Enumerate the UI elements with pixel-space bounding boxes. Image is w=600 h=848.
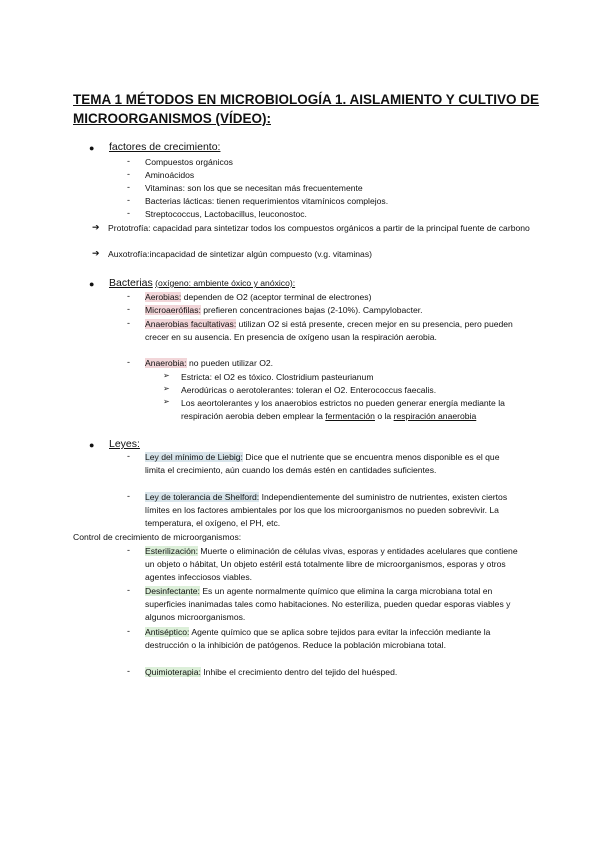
page-title: TEMA 1 MÉTODOS EN MICROBIOLOGÍA 1. AISLAMIENTO Y CULTIVO DE MICROORGANISMOS (VÍDEO): [73,92,540,126]
list-item [145,451,520,477]
list-item: Streptococcus, Lactobacillus, leuconostoc. [145,209,307,219]
dash-icon: - [127,451,130,461]
term-label: Esterilización: [145,546,199,556]
bacterias-heading-line [109,277,295,290]
bullet-icon: ● [89,440,95,450]
arrow-right-icon: ➔ [92,248,100,258]
arrowhead-icon: ➢ [163,384,170,393]
respiracion-link: respiración anaerobia [393,410,477,421]
bacterias-heading-note: (oxígeno: ambiente óxico y anóxico): [155,278,296,288]
arrow-right-icon: ➔ [92,222,100,232]
dash-icon: - [127,666,130,676]
dash-icon: - [127,169,130,179]
sub-text: o la [374,410,394,421]
term-label: Antiséptico: [145,627,190,637]
dash-icon: - [127,318,130,328]
bullet-icon: ● [89,143,95,153]
dash-icon: - [127,156,130,166]
term-text: no pueden utilizar O2. [186,358,274,368]
list-item [145,585,530,624]
term-label: Aerobias: [145,292,182,302]
dash-icon: - [127,626,130,636]
term-text: Muerte o eliminación de células vivas, esporas y entidades acelulares que contiene un objeto o hábitat, Un objeto estéril está totalmente libre de microorganismos, esporas y otros agentes infecciosos viables. [145,546,518,582]
dash-icon: - [127,291,130,301]
term-label: Ley del mínimo de Liebig: [145,452,243,462]
dash-icon: - [127,208,130,218]
dash-icon: - [127,357,130,367]
term-label: Microaerófilas: [145,305,201,315]
bacterias-heading: Bacterias [109,277,153,289]
list-item: Prototrofía: capacidad para sintetizar todos los compuestos orgánicos a partir de la principal fuente de carbono [108,223,530,233]
sub-text: Los aeortolerantes y los anaerobios estrictos no pueden generar energía mediante la respiración aerobia deben emplear la [181,398,505,421]
sub-item: Aerodúricas o aerotolerantes: toleran el O2. Enterococcus faecalis. [181,385,437,395]
dash-icon: - [127,182,130,192]
list-item: Compuestos orgánicos [145,157,233,167]
term-text: utilizan O2 si está presente, crecen mejor en su presencia, pero pueden crecer en su ausencia. En presencia de oxígeno usan la respiración aerobia. [145,319,513,342]
list-item: Bacterias lácticas: tienen requerimientos vitamínicos complejos. [145,196,389,206]
list-item: Auxotrofía:incapacidad de sintetizar algún compuesto (v.g. vitaminas) [108,249,372,259]
dash-icon: - [127,195,130,205]
dash-icon: - [127,491,130,501]
sub-item: Estricta: el O2 es tóxico. Clostridium pasteurianum [181,372,374,382]
term-text: Es un agente normalmente químico que elimina la carga microbiana total en superficies inanimadas tales como habitaciones. No esteriliza, pueden quedar esporas viables y algunos microorganismos. [145,586,511,622]
list-item: Vitaminas: son los que se necesitan más frecuentemente [145,183,363,193]
dash-icon: - [127,545,130,555]
list-item [145,291,535,304]
term-text: prefieren concentraciones bajas (2-10%). Campylobacter. [200,305,423,315]
dash-icon: - [127,304,130,314]
term-text: dependen de O2 (aceptor terminal de electrones) [181,292,372,302]
term-label: Anaerobias facultativas: [145,319,237,329]
leyes-heading: Leyes: [109,438,140,450]
bullet-icon: ● [89,279,95,289]
list-item [145,491,520,530]
list-item [145,318,530,344]
term-label: Ley de tolerancia de Shelford: [145,492,260,502]
dash-icon: - [127,585,130,595]
term-label: Anaerobia: [145,358,187,368]
list-item [145,666,530,679]
list-item [145,304,535,317]
sub-item [181,397,526,423]
term-text: Agente químico que se aplica sobre tejidos para evitar la infección mediante la destrucción o la inhibición de patógenos. Reduce la población microbiana total. [145,627,491,650]
term-text: Dice que el nutriente que se encuentra menos disponible es el que limita el crecimiento, aún cuando los demás estén en cantidades suficientes. [145,452,500,475]
arrowhead-icon: ➢ [163,371,170,380]
list-item: Aminoácidos [145,170,195,180]
arrowhead-icon: ➢ [163,397,170,406]
factores-heading: factores de crecimiento: [109,141,221,153]
list-item [145,357,535,370]
control-heading: Control de crecimiento de microorganismos: [73,532,242,542]
fermentacion-link: fermentación [325,410,375,421]
term-text: Inhibe el crecimiento dentro del tejido del huésped. [200,667,398,677]
term-label: Desinfectante: [145,586,200,596]
list-item [145,545,525,584]
list-item [145,626,530,652]
term-text: Independientemente del suministro de nutrientes, existen ciertos límites en los factores ambientales por los que los microorganismos no pueden sobrevivir. La temperatura, el oxígeno, el PH, etc. [145,492,508,528]
term-label: Quimioterapia: [145,667,201,677]
